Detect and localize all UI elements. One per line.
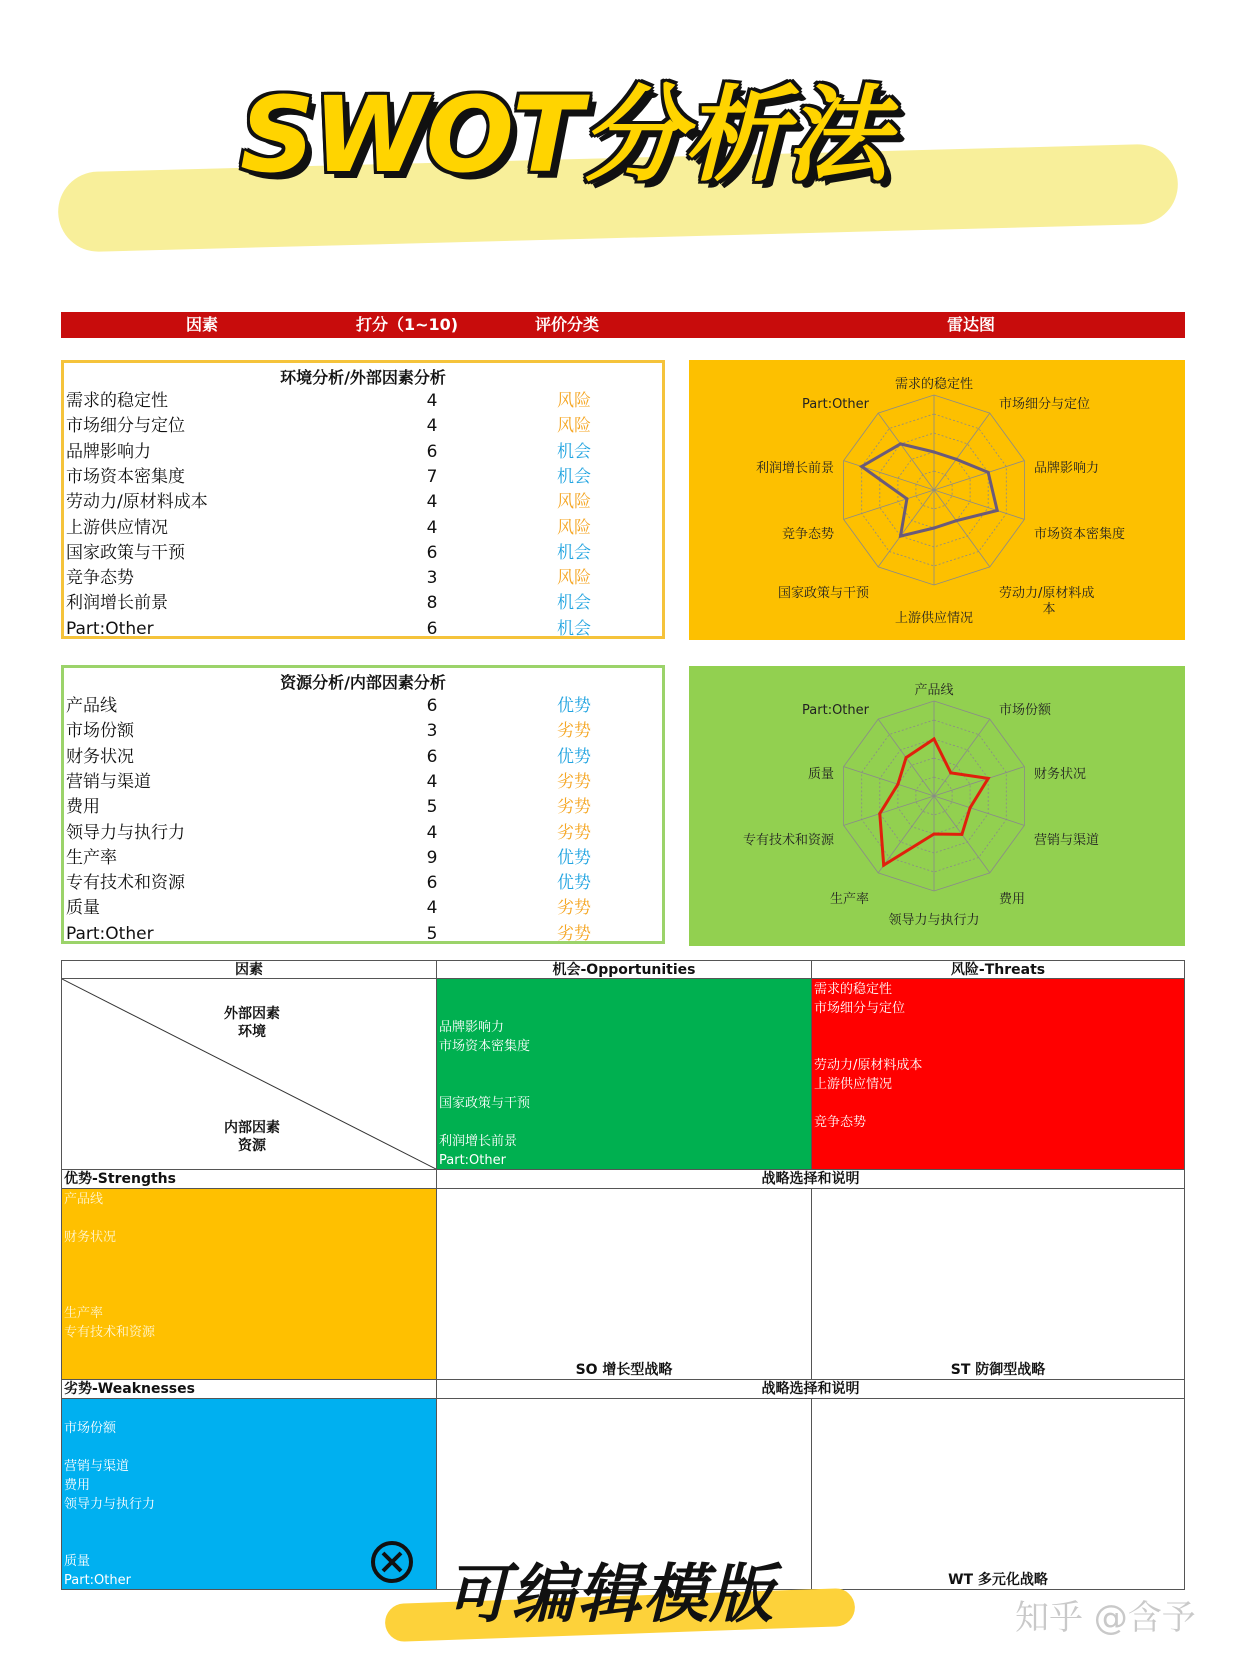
radar-axis [934,461,1024,490]
resource-label: 资源 [238,1138,266,1154]
st-strategy-cell[interactable] [811,1188,1185,1380]
external-radar-chart [689,360,1185,640]
external-factor-row [64,440,664,465]
factor-category: 劣势 [557,923,591,944]
header-factor: 因素 [186,315,219,334]
strategy-header-2: 战略选择和说明 [436,1379,1185,1399]
weakness-item: Part:Other [64,1573,131,1588]
factor-category: 劣势 [557,771,591,792]
factor-name: 专有技术和资源 [66,873,185,894]
strengths-header: 优势-Strengths [61,1169,437,1189]
factor-category: 风险 [557,416,591,437]
radar-axis [844,490,934,519]
factor-name: 竞争态势 [66,568,134,589]
factor-score: 7 [426,466,438,487]
threat-item: 竞争态势 [814,1115,867,1130]
factor-score: 4 [426,822,438,843]
radar-label: 国家政策与干预 [777,586,869,601]
factor-score: 8 [426,593,438,614]
strength-item: 生产率 [64,1306,104,1321]
radar-point [987,777,990,780]
radar-label: 市场资本密集度 [1034,527,1126,542]
threat-item: 市场细分与定位 [814,1001,906,1016]
factor-score: 6 [426,441,438,462]
factor-name: 生产率 [66,847,117,868]
factor-category: 劣势 [557,898,591,919]
factor-score: 6 [426,618,438,639]
external-factor-row [64,490,664,515]
factor-score: 6 [426,542,438,563]
factor-category: 风险 [557,517,591,538]
factor-score: 4 [426,898,438,919]
weakness-item: 费用 [64,1478,91,1493]
weaknesses-cell [61,1398,437,1590]
opportunity-item: Part:Other [439,1153,506,1168]
factor-category: 机会 [557,593,591,614]
opportunity-item [439,980,811,999]
factor-name: 产品线 [66,696,117,716]
internal-factor-row [64,745,664,770]
internal-factor-panel [61,665,665,944]
factor-name: Part:Other [66,923,154,944]
external-factor-row [64,414,664,439]
radar-series-line [862,444,998,536]
threat-item [814,1018,1184,1037]
factor-category: 机会 [557,466,591,487]
radar-label: 生产率 [829,892,869,907]
radar-label: 本 [1042,602,1056,617]
zhihu-watermark: 知乎 @含予 [1015,1598,1196,1638]
radar-label: 费用 [999,892,1026,907]
factor-name: 市场细分与定位 [66,416,185,437]
factor-name: 需求的稳定性 [66,391,168,411]
radar-label: 营销与渠道 [1034,833,1100,848]
factor-name: 营销与渠道 [66,771,151,792]
factor-name: 领导力与执行力 [66,822,185,843]
weakness-item: 领导力与执行力 [64,1497,156,1512]
radar-point [969,806,972,809]
external-factor-row [64,465,664,490]
factor-category: 优势 [557,873,591,894]
factor-score: 3 [426,721,438,742]
factor-name: 上游供应情况 [66,517,168,538]
radar-point [933,527,936,530]
factor-name: 费用 [66,797,100,818]
external-factor-panel [61,360,665,639]
radar-axis [934,490,990,567]
radar-label: 上游供应情况 [894,611,974,626]
strategy-header-1: 战略选择和说明 [436,1169,1185,1189]
radar-point [996,509,999,512]
factor-category: 机会 [557,618,591,639]
radar-point [933,738,936,741]
radar-label: Part:Other [802,703,869,718]
internal-factor-row [64,719,664,744]
external-factor-row [64,516,664,541]
factor-score: 4 [426,492,438,513]
external-factor-row [64,389,664,414]
radar-axis [934,413,990,490]
factor-name: 劳动力/原材料成本 [66,492,208,513]
weakness-item: 市场份额 [64,1421,117,1436]
threat-item [814,1037,1184,1056]
radar-point [899,535,902,538]
factor-name: 国家政策与干预 [66,542,185,563]
wt-strategy-label: WT 多元化战略 [948,1572,1048,1588]
matrix-factor-header: 因素 [61,960,437,979]
opportunity-item [439,999,811,1018]
radar-label: 品牌影响力 [1034,461,1100,476]
internal-factor-row [64,896,664,921]
external-panel-title: 环境分析/外部因素分析 [280,368,446,387]
threat-item: 劳动力/原材料成本 [814,1058,923,1073]
bottom-caption: 可编辑模版 [445,1558,775,1632]
factor-name: 财务状况 [66,746,134,767]
radar-axis [844,767,934,796]
radar-label: 领导力与执行力 [888,913,980,928]
radar-point [933,451,936,454]
factor-category: 机会 [557,441,591,462]
external-factor-row [64,566,664,591]
threat-item: 需求的稳定性 [814,982,893,997]
environment-label: 环境 [238,1024,266,1040]
internal-panel-title: 资源分析/内部因素分析 [280,673,446,692]
weakness-item: 营销与渠道 [64,1459,130,1474]
internal-factor-label: 内部因素 [224,1120,280,1136]
internal-factor-row [64,795,664,820]
strength-item [64,1209,436,1228]
weaknesses-header: 劣势-Weaknesses [61,1379,437,1399]
factor-score: 5 [426,797,438,818]
factor-name: 市场份额 [66,721,134,742]
so-strategy-label: SO 增长型战略 [575,1362,673,1378]
factor-name: 市场资本密集度 [66,466,185,487]
strength-item: 专有技术和资源 [64,1325,156,1340]
factor-category: 机会 [557,542,591,563]
factor-name: Part:Other [66,618,154,639]
external-factor-row [64,617,664,642]
radar-label: 需求的稳定性 [894,377,974,392]
internal-factor-row [64,694,664,719]
radar-label: Part:Other [802,397,869,412]
factor-score: 6 [426,696,438,716]
radar-point [933,833,936,836]
radar-point [987,471,990,474]
internal-factor-row [64,871,664,896]
matrix-corner-cell [61,978,437,1170]
radar-label: 利润增长前景 [755,461,834,476]
header-category: 评价分类 [535,315,600,334]
factor-name: 利润增长前景 [66,593,168,614]
radar-point [905,497,908,500]
factor-category: 劣势 [557,721,591,742]
strength-item [64,1285,436,1304]
factor-name: 质量 [66,898,100,919]
factor-name: 品牌影响力 [66,441,151,462]
strengths-cell [61,1188,437,1380]
radar-point [955,458,958,461]
header-score: 打分（1~10) [356,315,459,334]
opportunity-item [439,1056,811,1075]
radar-label: 财务状况 [1034,767,1087,782]
threat-item [814,1094,1184,1113]
factor-category: 优势 [557,696,591,716]
opportunity-item: 国家政策与干预 [439,1096,531,1111]
external-factor-row [64,591,664,616]
factor-score: 6 [426,873,438,894]
radar-point [949,771,952,774]
factor-category: 风险 [557,492,591,513]
st-strategy-label: ST 防御型战略 [950,1362,1046,1378]
external-factor-label: 外部因素 [224,1006,280,1022]
radar-label: 竞争态势 [781,527,834,542]
factor-score: 6 [426,746,438,767]
internal-factor-row [64,770,664,795]
weakness-item [64,1438,436,1457]
radar-point [882,864,885,867]
factor-category: 风险 [557,391,591,411]
factor-category: 优势 [557,746,591,767]
factor-score: 4 [426,416,438,437]
opportunity-item: 市场资本密集度 [439,1039,531,1054]
factor-score: 4 [426,517,438,538]
opportunity-item: 品牌影响力 [439,1020,505,1035]
opportunity-item: 利润增长前景 [439,1134,518,1149]
radar-axis [934,796,1024,825]
threats-cell [811,978,1185,1170]
external-radar-svg [689,360,1185,640]
factor-category: 风险 [557,568,591,589]
radar-point [905,756,908,759]
threat-item: 上游供应情况 [814,1077,893,1092]
internal-factor-row [64,821,664,846]
opportunity-item [439,1113,811,1132]
factor-category: 劣势 [557,822,591,843]
radar-point [860,465,863,468]
weakness-item [64,1514,436,1533]
close-circle-icon[interactable] [367,1537,417,1587]
internal-factor-row [64,922,664,947]
table-header-bar [61,312,1185,338]
opportunities-cell [436,978,812,1170]
header-radar: 雷达图 [947,315,996,334]
radar-label: 劳动力/原材料成 [999,586,1095,601]
factor-category: 劣势 [557,797,591,818]
internal-radar-svg [689,666,1185,946]
radar-axis [878,796,934,873]
opportunity-item [439,1075,811,1094]
factor-score: 4 [426,391,438,411]
factor-score: 5 [426,923,438,944]
swot-matrix [61,960,1185,1594]
factor-score: 3 [426,568,438,589]
radar-label: 质量 [807,767,834,782]
radar-point [955,519,958,522]
radar-label: 市场细分与定位 [999,397,1091,412]
radar-point [878,812,881,815]
radar-point [896,783,899,786]
matrix-opportunities-header: 机会-Opportunities [436,960,812,979]
internal-factor-row [64,846,664,871]
external-factor-row [64,541,664,566]
radar-point [960,833,963,836]
radar-label: 产品线 [914,683,954,698]
so-strategy-cell[interactable] [436,1188,812,1380]
wt-strategy-cell[interactable] [811,1398,1185,1590]
page-title: SWOT分析法 [240,74,887,196]
strength-item [64,1247,436,1266]
radar-label: 市场份额 [999,703,1052,718]
factor-score: 4 [426,771,438,792]
radar-label: 专有技术和资源 [742,833,834,848]
radar-point [899,442,902,445]
weakness-item: 质量 [64,1554,91,1569]
weakness-item [64,1400,436,1419]
factor-category: 优势 [557,847,591,868]
strength-item: 产品线 [64,1192,104,1207]
strength-item [64,1266,436,1285]
internal-radar-chart [689,666,1185,946]
factor-score: 9 [426,847,438,868]
matrix-threats-header: 风险-Threats [811,960,1185,979]
strength-item: 财务状况 [64,1230,117,1245]
